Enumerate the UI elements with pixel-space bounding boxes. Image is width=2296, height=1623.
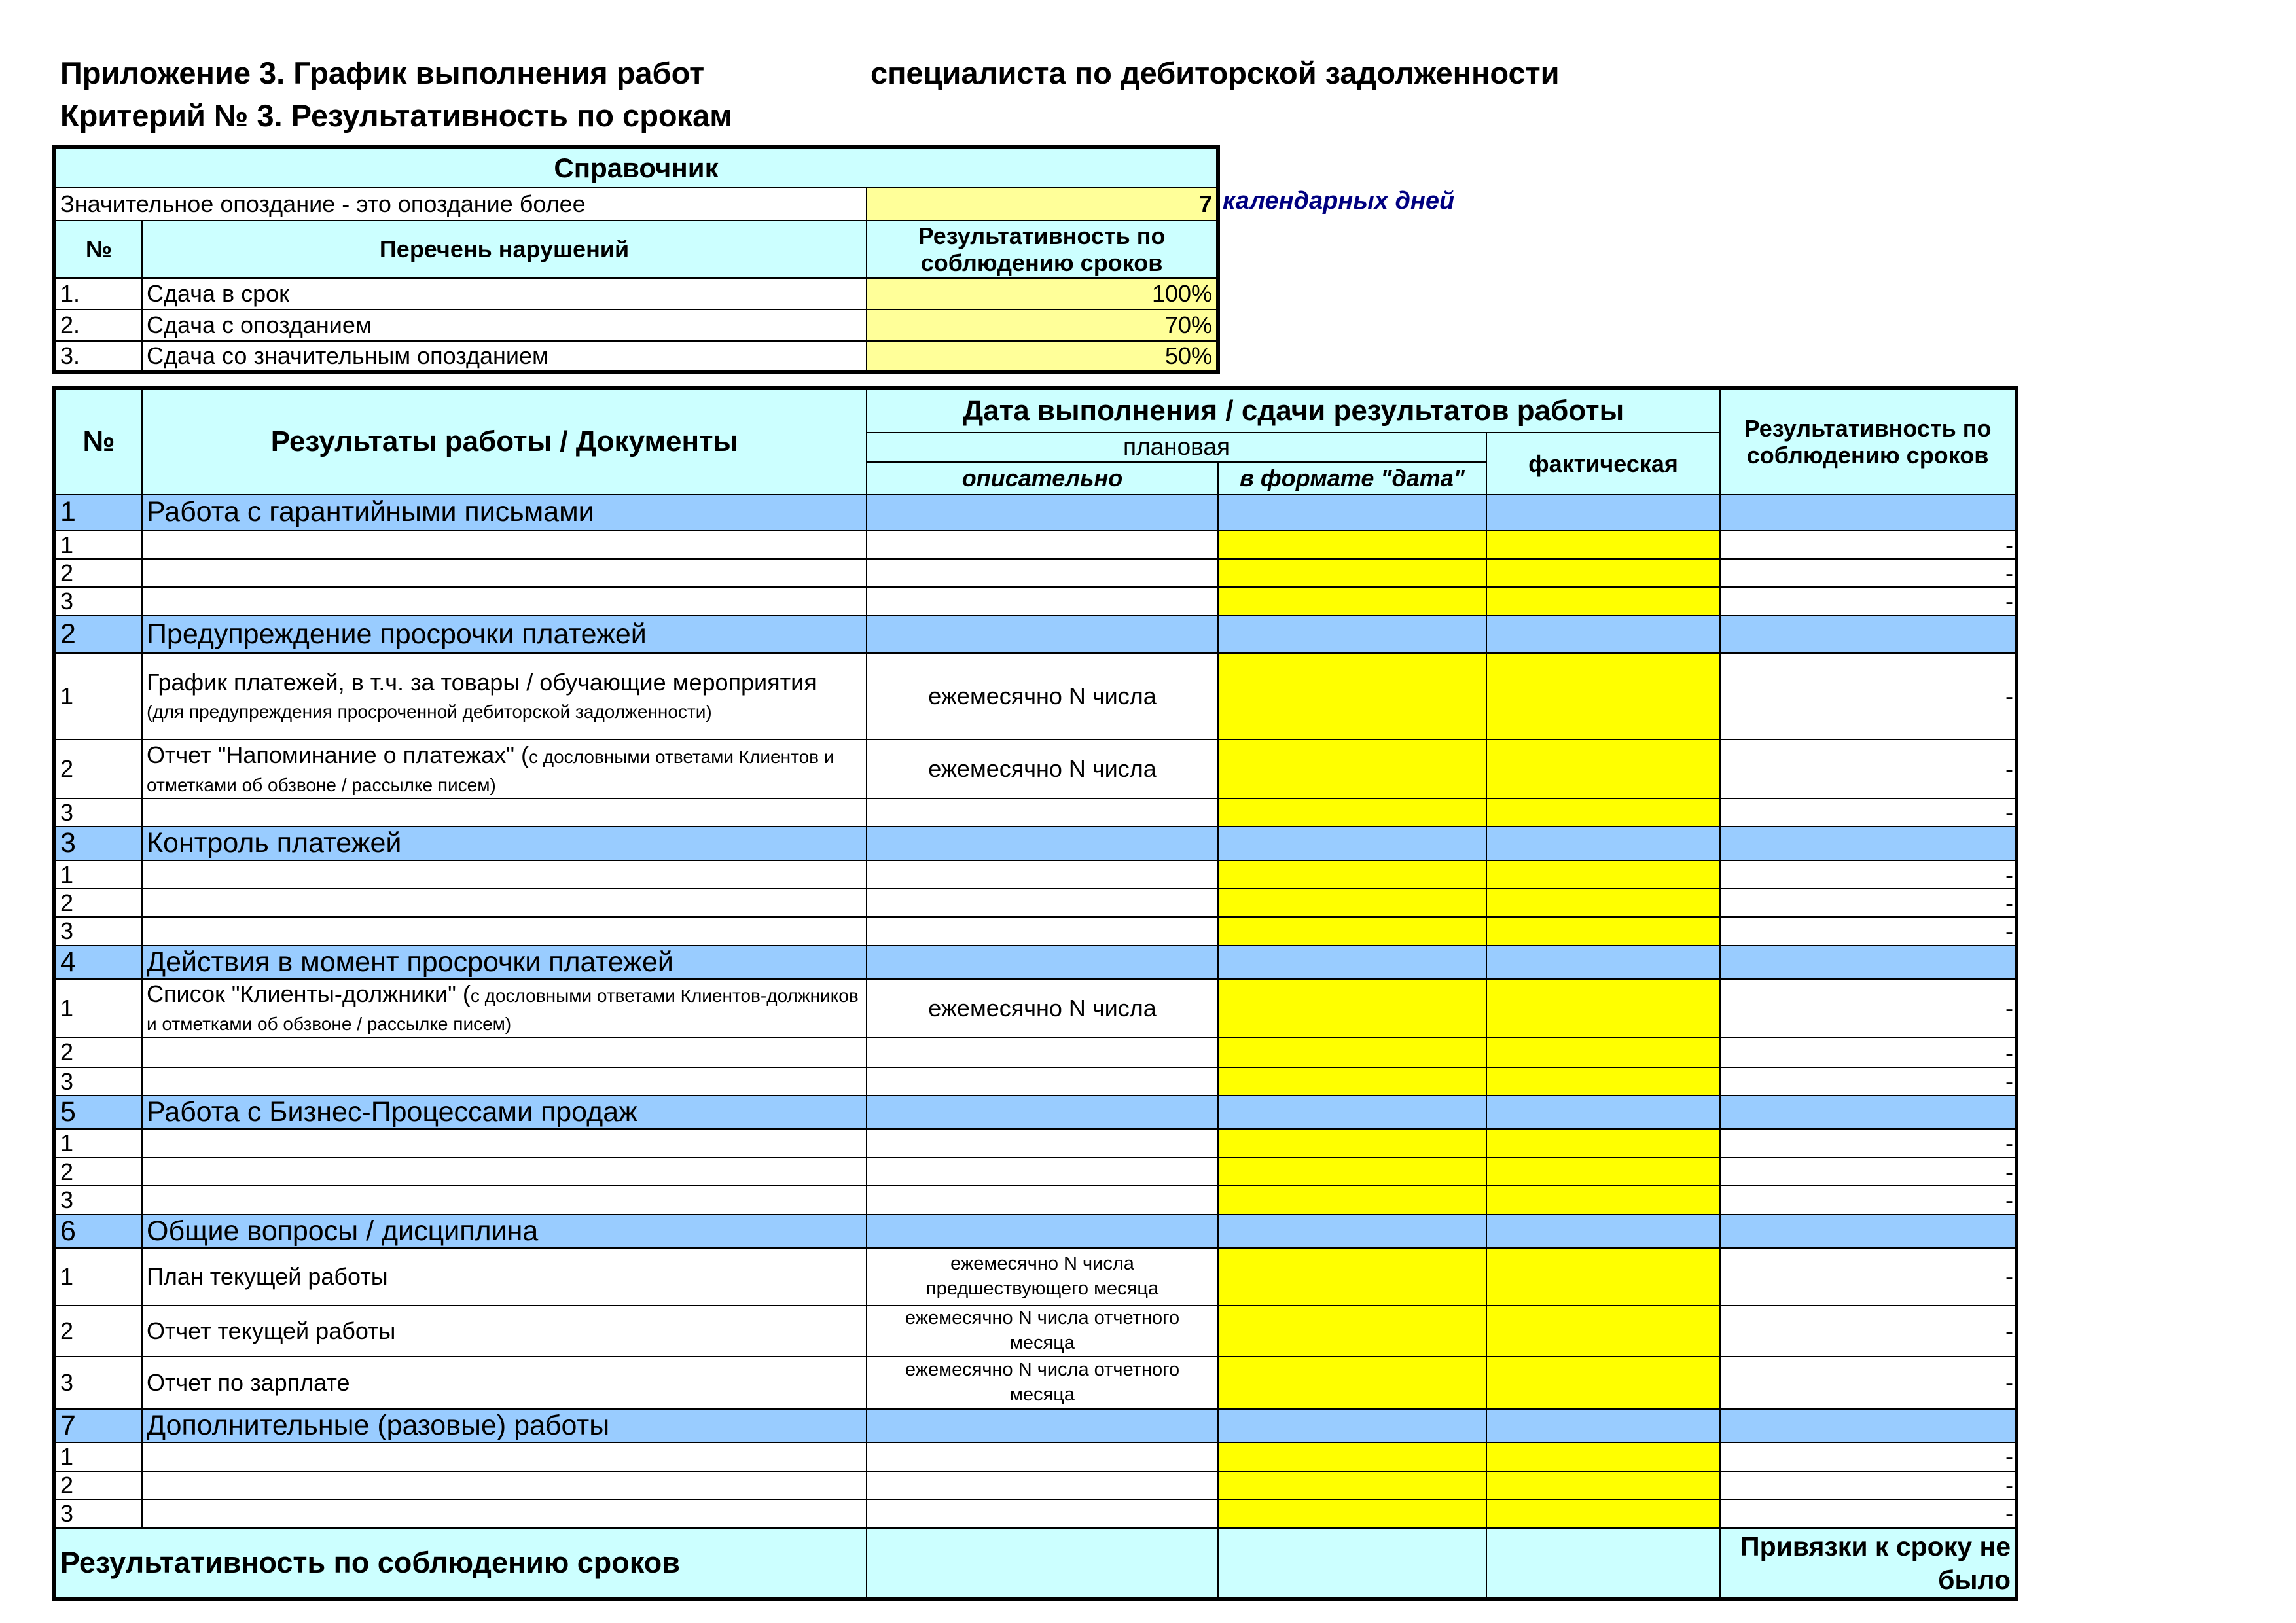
ref-row-num: 1. (54, 278, 142, 310)
reference-row (54, 341, 1218, 372)
planned-date-cell[interactable] (1218, 1186, 1486, 1214)
efficiency-cell: - (1720, 1067, 2017, 1096)
efficiency-cell: - (1720, 1442, 2017, 1471)
table-row (54, 1067, 2017, 1096)
table-row (54, 889, 2017, 917)
col-efficiency-header: Результативность по соблюдению сроков (1720, 388, 2017, 495)
section-title: Работа с Бизнес-Процессами продаж (142, 1096, 867, 1129)
row-num: 3 (54, 1499, 142, 1527)
efficiency-cell: - (1720, 979, 2017, 1037)
actual-date-cell[interactable] (1486, 1442, 1720, 1471)
ref-row-value[interactable]: 100% (867, 278, 1218, 310)
planned-date-cell[interactable] (1218, 653, 1486, 740)
row-num: 1 (54, 653, 142, 740)
col-dateformat-header: в формате "дата" (1218, 462, 1486, 495)
table-row (54, 1037, 2017, 1067)
ref-row-num: 2. (54, 310, 142, 341)
efficiency-cell: - (1720, 1357, 2017, 1409)
planned-date-cell[interactable] (1218, 1357, 1486, 1409)
row-num: 3 (54, 1357, 142, 1409)
table-row (54, 1129, 2017, 1157)
ref-col-violations: Перечень нарушений (142, 221, 867, 278)
actual-date-cell[interactable] (1486, 1499, 1720, 1527)
efficiency-cell: - (1720, 559, 2017, 587)
section-title: Предупреждение просрочки платежей (142, 616, 867, 653)
table-row (54, 531, 2017, 559)
efficiency-cell: - (1720, 1037, 2017, 1067)
ref-row-value[interactable]: 70% (867, 310, 1218, 341)
section-row (54, 946, 2017, 979)
planned-description: ежемесячно N числа предшествующего месяца (867, 1248, 1218, 1306)
section-num: 2 (54, 616, 142, 653)
ref-col-result: Результативность по соблюдению сроков (867, 221, 1218, 278)
planned-date-cell[interactable] (1218, 1471, 1486, 1499)
planned-date-cell[interactable] (1218, 1306, 1486, 1357)
table-row (54, 1357, 2017, 1409)
col-num-header: № (54, 388, 142, 495)
page-subtitle: Критерий № 3. Результативность по срокам (60, 98, 733, 133)
section-num: 1 (54, 495, 142, 531)
planned-date-cell[interactable] (1218, 1067, 1486, 1096)
total-row (54, 1528, 2017, 1599)
section-title: Контроль платежей (142, 827, 867, 860)
row-num: 2 (54, 1471, 142, 1499)
planned-date-cell[interactable] (1218, 979, 1486, 1037)
efficiency-cell: - (1720, 653, 2017, 740)
efficiency-cell: - (1720, 1306, 2017, 1357)
planned-description: ежемесячно N числа отчетного месяца (867, 1306, 1218, 1357)
planned-date-cell[interactable] (1218, 740, 1486, 798)
section-row (54, 1215, 2017, 1248)
actual-date-cell[interactable] (1486, 1186, 1720, 1214)
planned-date-cell[interactable] (1218, 1442, 1486, 1471)
planned-date-cell[interactable] (1218, 1248, 1486, 1306)
section-num: 7 (54, 1409, 142, 1442)
efficiency-cell: - (1720, 740, 2017, 798)
actual-date-cell[interactable] (1486, 559, 1720, 587)
reference-table (52, 145, 1220, 374)
table-row (54, 1306, 2017, 1357)
planned-date-cell[interactable] (1218, 798, 1486, 827)
document-name: Отчет "Напоминание о платежах" (с дословными ответами Клиентов и отметками об обзвоне / рассылке писем) (142, 740, 867, 798)
ref-row-name: Сдача со значительным опозданием (142, 341, 867, 372)
planned-description: ежемесячно N числа (867, 740, 1218, 798)
row-num: 1 (54, 861, 142, 889)
actual-date-cell[interactable] (1486, 653, 1720, 740)
row-num: 2 (54, 559, 142, 587)
actual-date-cell[interactable] (1486, 1471, 1720, 1499)
actual-date-cell[interactable] (1486, 1248, 1720, 1306)
planned-date-cell[interactable] (1218, 889, 1486, 917)
row-num: 2 (54, 889, 142, 917)
document-name: График платежей, в т.ч. за товары / обучающие мероприятия (для предупреждения просроченной дебиторской задолженности) (142, 653, 867, 740)
ref-row-num: 3. (54, 341, 142, 372)
section-row (54, 495, 2017, 531)
efficiency-cell: - (1720, 1471, 2017, 1499)
section-row (54, 827, 2017, 860)
actual-date-cell[interactable] (1486, 1037, 1720, 1067)
actual-date-cell[interactable] (1486, 917, 1720, 945)
row-num: 1 (54, 1129, 142, 1157)
delay-definition: Значительное опоздание - это опоздание более (54, 188, 867, 221)
col-date-header: Дата выполнения / сдачи результатов работы (867, 388, 1720, 433)
table-row (54, 861, 2017, 889)
document-name: План текущей работы (142, 1248, 867, 1306)
planned-date-cell[interactable] (1218, 531, 1486, 559)
row-num: 2 (54, 1158, 142, 1186)
actual-date-cell[interactable] (1486, 861, 1720, 889)
section-title: Работа с гарантийными письмами (142, 495, 867, 531)
efficiency-cell: - (1720, 587, 2017, 615)
table-row (54, 1248, 2017, 1306)
col-results-header: Результаты работы / Документы (142, 388, 867, 495)
actual-date-cell[interactable] (1486, 1306, 1720, 1357)
actual-date-cell[interactable] (1486, 979, 1720, 1037)
actual-date-cell[interactable] (1486, 1357, 1720, 1409)
efficiency-cell: - (1720, 798, 2017, 827)
planned-description: ежемесячно N числа (867, 979, 1218, 1037)
planned-date-cell[interactable] (1218, 917, 1486, 945)
planned-date-cell[interactable] (1218, 1158, 1486, 1186)
planned-date-cell[interactable] (1218, 559, 1486, 587)
table-row (54, 1158, 2017, 1186)
table-row (54, 559, 2017, 587)
efficiency-cell: - (1720, 1129, 2017, 1157)
delay-days[interactable]: 7 (867, 188, 1218, 221)
planned-date-cell[interactable] (1218, 587, 1486, 615)
actual-date-cell[interactable] (1486, 587, 1720, 615)
schedule-table (52, 386, 2018, 1601)
efficiency-cell: - (1720, 1248, 2017, 1306)
row-num: 3 (54, 917, 142, 945)
delay-unit: календарных дней (1223, 187, 1455, 215)
table-row (54, 1499, 2017, 1527)
total-value: Привязки к сроку не было (1720, 1528, 2017, 1599)
actual-date-cell[interactable] (1486, 889, 1720, 917)
page-title-continued: специалиста по дебиторской задолженности (870, 56, 1560, 90)
row-num: 3 (54, 798, 142, 827)
row-num: 2 (54, 1306, 142, 1357)
section-num: 6 (54, 1215, 142, 1248)
row-num: 1 (54, 979, 142, 1037)
section-title: Общие вопросы / дисциплина (142, 1215, 867, 1248)
table-row (54, 979, 2017, 1037)
efficiency-cell: - (1720, 1499, 2017, 1527)
section-row (54, 616, 2017, 653)
ref-row-name: Сдача с опозданием (142, 310, 867, 341)
table-row (54, 587, 2017, 615)
ref-row-name: Сдача в срок (142, 278, 867, 310)
section-num: 5 (54, 1096, 142, 1129)
table-row (54, 917, 2017, 945)
efficiency-cell: - (1720, 889, 2017, 917)
table-row (54, 740, 2017, 798)
actual-date-cell[interactable] (1486, 1129, 1720, 1157)
reference-row (54, 278, 1218, 310)
section-title: Дополнительные (разовые) работы (142, 1409, 867, 1442)
row-num: 1 (54, 1442, 142, 1471)
col-planned-header: плановая (867, 433, 1486, 462)
ref-row-value[interactable]: 50% (867, 341, 1218, 372)
reference-row (54, 310, 1218, 341)
planned-date-cell[interactable] (1218, 1129, 1486, 1157)
total-label: Результативность по соблюдению сроков (54, 1528, 867, 1599)
efficiency-cell: - (1720, 861, 2017, 889)
table-row (54, 1471, 2017, 1499)
table-row (54, 798, 2017, 827)
document-name: Список "Клиенты-должники" (с дословными ответами Клиентов-должников и отметками об обзвоне / рассылке писем) (142, 979, 867, 1037)
row-num: 3 (54, 587, 142, 615)
actual-date-cell[interactable] (1486, 740, 1720, 798)
ref-col-num: № (54, 221, 142, 278)
row-num: 2 (54, 1037, 142, 1067)
table-row (54, 653, 2017, 740)
efficiency-cell: - (1720, 531, 2017, 559)
planned-date-cell[interactable] (1218, 1499, 1486, 1527)
section-row (54, 1096, 2017, 1129)
planned-date-cell[interactable] (1218, 861, 1486, 889)
efficiency-cell: - (1720, 1158, 2017, 1186)
reference-title: Справочник (54, 147, 1218, 188)
actual-date-cell[interactable] (1486, 1158, 1720, 1186)
section-title: Действия в момент просрочки платежей (142, 946, 867, 979)
actual-date-cell[interactable] (1486, 1067, 1720, 1096)
col-descr-header: описательно (867, 462, 1218, 495)
row-num: 1 (54, 1248, 142, 1306)
table-row (54, 1186, 2017, 1214)
page-title: Приложение 3. График выполнения работ (60, 56, 705, 90)
section-row (54, 1409, 2017, 1442)
document-name: Отчет по зарплате (142, 1357, 867, 1409)
row-num: 3 (54, 1186, 142, 1214)
row-num: 2 (54, 740, 142, 798)
row-num: 3 (54, 1067, 142, 1096)
section-num: 4 (54, 946, 142, 979)
section-num: 3 (54, 827, 142, 860)
planned-description: ежемесячно N числа (867, 653, 1218, 740)
actual-date-cell[interactable] (1486, 798, 1720, 827)
col-actual-header: фактическая (1486, 433, 1720, 495)
planned-description: ежемесячно N числа отчетного месяца (867, 1357, 1218, 1409)
row-num: 1 (54, 531, 142, 559)
planned-date-cell[interactable] (1218, 1037, 1486, 1067)
actual-date-cell[interactable] (1486, 531, 1720, 559)
efficiency-cell: - (1720, 917, 2017, 945)
document-name: Отчет текущей работы (142, 1306, 867, 1357)
efficiency-cell: - (1720, 1186, 2017, 1214)
table-row (54, 1442, 2017, 1471)
